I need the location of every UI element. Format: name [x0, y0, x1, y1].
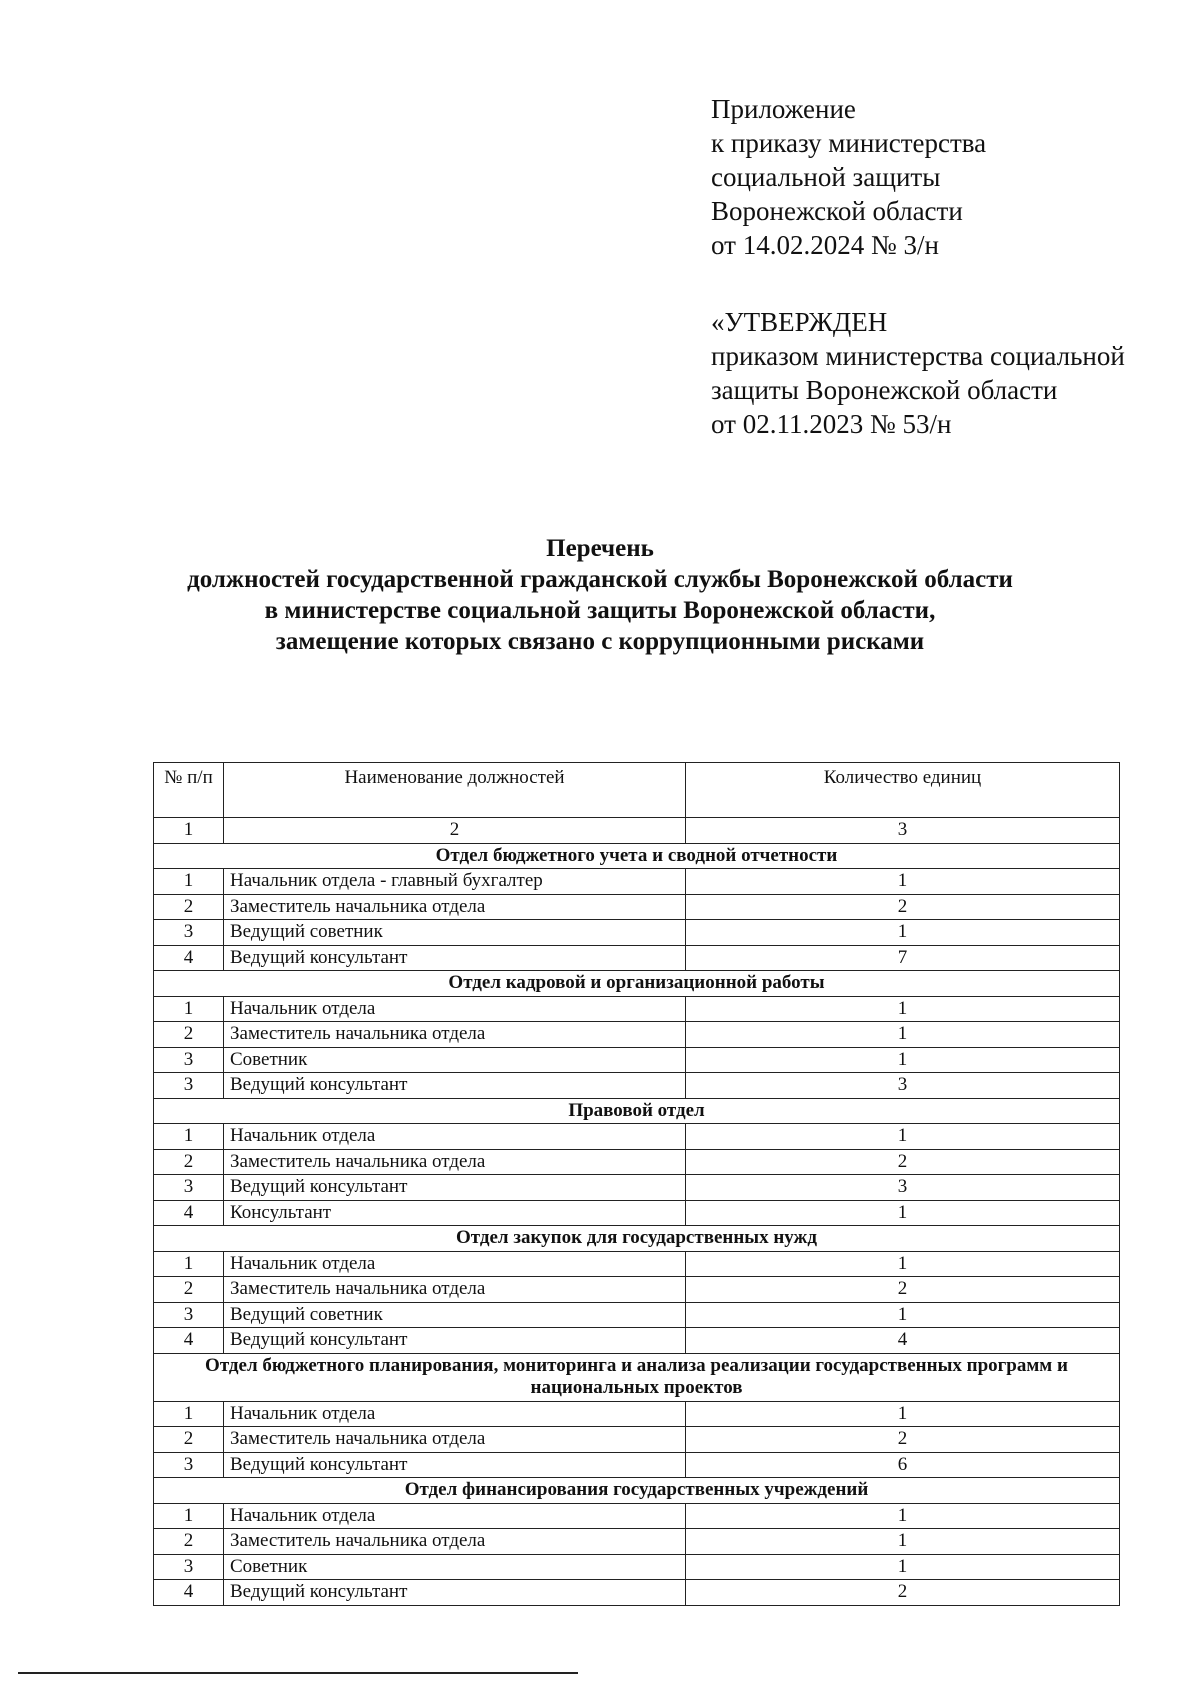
- column-index: 2: [224, 818, 686, 844]
- position-name: Ведущий консультант: [224, 1175, 686, 1201]
- position-name: Ведущий консультант: [224, 1580, 686, 1606]
- row-number: 3: [154, 1073, 224, 1099]
- row-number: 1: [154, 1124, 224, 1150]
- table-row: [154, 1022, 1120, 1048]
- position-name: Заместитель начальника отдела: [224, 1427, 686, 1453]
- row-number: 4: [154, 1200, 224, 1226]
- header-number: № п/п: [154, 763, 224, 818]
- row-number: 4: [154, 945, 224, 971]
- column-index: 1: [154, 818, 224, 844]
- position-name: Ведущий советник: [224, 1302, 686, 1328]
- title-line: должностей государственной гражданской службы Воронежской области: [187, 566, 1013, 593]
- approval-line: «УТВЕРЖДЕН: [711, 307, 888, 337]
- bottom-divider: [18, 1672, 578, 1674]
- position-quantity: 1: [686, 1124, 1120, 1150]
- section-title: Отдел финансирования государственных учреждений: [154, 1478, 1120, 1504]
- annex-line: Приложение: [711, 94, 856, 124]
- position-quantity: 2: [686, 894, 1120, 920]
- row-number: 1: [154, 1401, 224, 1427]
- section-title: Отдел кадровой и организационной работы: [154, 971, 1120, 997]
- position-name: Ведущий консультант: [224, 945, 686, 971]
- position-quantity: 1: [686, 1503, 1120, 1529]
- position-name: Начальник отдела: [224, 1124, 686, 1150]
- position-quantity: 1: [686, 1251, 1120, 1277]
- position-quantity: 7: [686, 945, 1120, 971]
- row-number: 3: [154, 1554, 224, 1580]
- row-number: 3: [154, 920, 224, 946]
- position-quantity: 2: [686, 1580, 1120, 1606]
- table-row: [154, 1251, 1120, 1277]
- row-number: 1: [154, 996, 224, 1022]
- row-number: 3: [154, 1175, 224, 1201]
- table-row: [154, 1328, 1120, 1354]
- section-title: Отдел закупок для государственных нужд: [154, 1226, 1120, 1252]
- row-number: 3: [154, 1452, 224, 1478]
- section-title: Отдел бюджетного планирования, мониторинга и анализа реализации государственных программ и национальных проектов: [154, 1353, 1120, 1401]
- table-row: [154, 869, 1120, 895]
- position-quantity: 2: [686, 1427, 1120, 1453]
- table-row: [154, 945, 1120, 971]
- annex-block: [711, 92, 986, 262]
- approval-line: защиты Воронежской области: [711, 375, 1058, 405]
- row-number: 3: [154, 1047, 224, 1073]
- position-name: Заместитель начальника отдела: [224, 1529, 686, 1555]
- section-title: Правовой отдел: [154, 1098, 1120, 1124]
- table-row: [154, 1200, 1120, 1226]
- position-name: Заместитель начальника отдела: [224, 894, 686, 920]
- position-name: Заместитель начальника отдела: [224, 1277, 686, 1303]
- position-name: Начальник отдела: [224, 1401, 686, 1427]
- table-row: [154, 1503, 1120, 1529]
- column-index: 3: [686, 818, 1120, 844]
- table-row: [154, 1554, 1120, 1580]
- approval-block: [711, 305, 1125, 441]
- table-row: [154, 1302, 1120, 1328]
- position-name: Начальник отдела: [224, 1251, 686, 1277]
- title-line: в министерстве социальной защиты Воронежской области,: [264, 597, 936, 624]
- row-number: 2: [154, 1529, 224, 1555]
- table-row: [154, 1175, 1120, 1201]
- position-quantity: 2: [686, 1149, 1120, 1175]
- row-number: 2: [154, 1427, 224, 1453]
- position-name: Советник: [224, 1554, 686, 1580]
- section-row: [154, 1226, 1120, 1252]
- table-row: [154, 1529, 1120, 1555]
- position-name: Ведущий консультант: [224, 1328, 686, 1354]
- position-name: Ведущий советник: [224, 920, 686, 946]
- table-row: [154, 1401, 1120, 1427]
- section-title: Отдел бюджетного учета и сводной отчетности: [154, 843, 1120, 869]
- row-number: 4: [154, 1328, 224, 1354]
- table-row: [154, 894, 1120, 920]
- header-quantity: Количество единиц: [686, 763, 1120, 818]
- position-name: Консультант: [224, 1200, 686, 1226]
- table-row: [154, 1047, 1120, 1073]
- approval-line: от 02.11.2023 № 53/н: [711, 409, 952, 439]
- row-number: 1: [154, 1251, 224, 1277]
- header-position-name: Наименование должностей: [224, 763, 686, 818]
- position-name: Ведущий консультант: [224, 1073, 686, 1099]
- position-name: Начальник отдела - главный бухгалтер: [224, 869, 686, 895]
- table-row: [154, 1149, 1120, 1175]
- position-name: Начальник отдела: [224, 996, 686, 1022]
- table-row: [154, 1073, 1120, 1099]
- section-row: [154, 1353, 1120, 1401]
- position-quantity: 1: [686, 869, 1120, 895]
- section-row: [154, 1478, 1120, 1504]
- position-quantity: 3: [686, 1175, 1120, 1201]
- table-row: [154, 1427, 1120, 1453]
- document-title: [150, 533, 1050, 657]
- position-quantity: 1: [686, 1200, 1120, 1226]
- title-line: Перечень: [546, 535, 654, 562]
- position-quantity: 4: [686, 1328, 1120, 1354]
- position-quantity: 1: [686, 1554, 1120, 1580]
- row-number: 4: [154, 1580, 224, 1606]
- position-quantity: 1: [686, 920, 1120, 946]
- position-quantity: 1: [686, 1401, 1120, 1427]
- row-number: 2: [154, 1022, 224, 1048]
- positions-table: [153, 762, 1120, 1606]
- position-quantity: 1: [686, 1047, 1120, 1073]
- position-name: Начальник отдела: [224, 1503, 686, 1529]
- table-row: [154, 920, 1120, 946]
- position-quantity: 3: [686, 1073, 1120, 1099]
- row-number: 2: [154, 1277, 224, 1303]
- row-number: 2: [154, 1149, 224, 1175]
- position-name: Советник: [224, 1047, 686, 1073]
- position-quantity: 1: [686, 1529, 1120, 1555]
- table-row: [154, 1580, 1120, 1606]
- position-quantity: 6: [686, 1452, 1120, 1478]
- position-quantity: 1: [686, 1302, 1120, 1328]
- annex-line: социальной защиты: [711, 162, 941, 192]
- title-line: замещение которых связано с коррупционными рисками: [275, 628, 925, 655]
- row-number: 3: [154, 1302, 224, 1328]
- position-quantity: 1: [686, 1022, 1120, 1048]
- position-name: Заместитель начальника отдела: [224, 1149, 686, 1175]
- row-number: 2: [154, 894, 224, 920]
- section-row: [154, 843, 1120, 869]
- section-row: [154, 971, 1120, 997]
- table-row: [154, 996, 1120, 1022]
- section-row: [154, 1098, 1120, 1124]
- position-quantity: 2: [686, 1277, 1120, 1303]
- annex-line: Воронежской области: [711, 196, 963, 226]
- table-row: [154, 1452, 1120, 1478]
- position-name: Заместитель начальника отдела: [224, 1022, 686, 1048]
- table-row: [154, 1124, 1120, 1150]
- position-quantity: 1: [686, 996, 1120, 1022]
- approval-line: приказом министерства социальной: [711, 341, 1125, 371]
- table-header-row: [154, 763, 1120, 818]
- row-number: 1: [154, 869, 224, 895]
- table-row: [154, 1277, 1120, 1303]
- position-name: Ведущий консультант: [224, 1452, 686, 1478]
- row-number: 1: [154, 1503, 224, 1529]
- annex-line: к приказу министерства: [711, 128, 987, 158]
- annex-line: от 14.02.2024 № 3/н: [711, 230, 939, 260]
- column-index-row: [154, 818, 1120, 844]
